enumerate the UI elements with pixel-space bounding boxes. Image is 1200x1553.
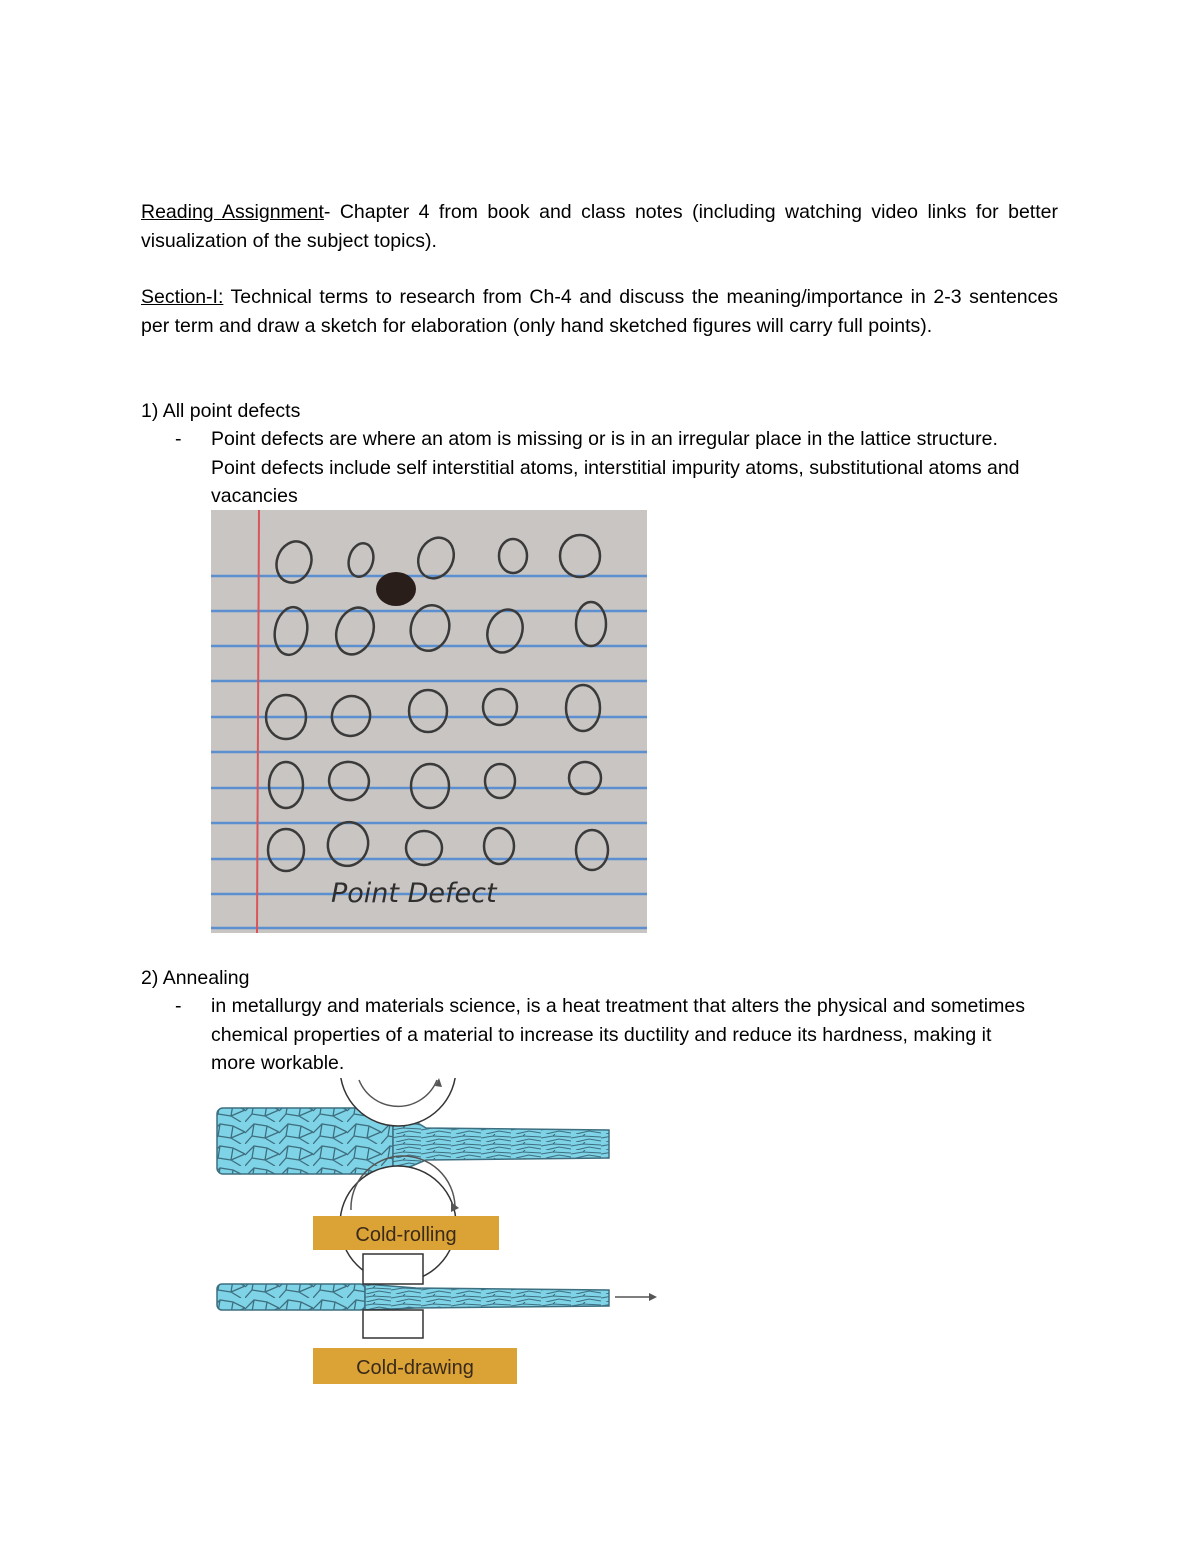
item-1-bullet: - — [175, 428, 182, 450]
item-1-number: 1) — [141, 400, 159, 422]
reading-assignment-paragraph — [141, 198, 1058, 255]
section-text: Technical terms to research from Ch-4 and discuss the meaning/importance in 2-3 sentences per term and draw a sketch for elaboration (only hand sketched figures will carry full points). — [141, 286, 1058, 337]
item-2-number: 2) — [141, 967, 159, 989]
item-1-title: All point defects — [162, 400, 301, 422]
item-1-text: Point defects are where an atom is missing or is in an irregular place in the lattice structure. Point defects include self interstitial atoms, interstitial impurity atoms, substitutional atoms and vacancies — [211, 428, 1020, 507]
drawing-wire — [217, 1284, 609, 1310]
item-2-title: Annealing — [162, 967, 250, 989]
reading-assignment-text: - Chapter 4 from book and class notes (including watching video links for better visualization of the subject topics). — [141, 201, 1058, 252]
item-2-bullet: - — [175, 995, 182, 1017]
rollers — [340, 1078, 459, 1282]
arrow-right-icon — [615, 1293, 657, 1301]
item-1-heading — [141, 397, 300, 426]
item-2-heading — [141, 964, 249, 993]
sketch-paper — [211, 510, 647, 933]
section-paragraph — [141, 283, 1058, 340]
interstitial-atom — [376, 572, 416, 606]
point-defect-sketch — [211, 510, 647, 933]
cold-rolling-label: Cold-rolling — [355, 1224, 457, 1246]
cold-drawing-label: Cold-drawing — [356, 1357, 474, 1379]
cold-working-diagram — [211, 1078, 661, 1388]
reading-assignment-label: Reading Assignment — [141, 201, 324, 223]
sketch-caption: Point Defect — [331, 878, 497, 909]
section-label: Section-I: — [141, 286, 224, 308]
item-2-text: in metallurgy and materials science, is a heat treatment that alters the physical and sometimes chemical properties of a material to increase its ductility and reduce its hardness, making it more workable. — [211, 995, 1025, 1074]
